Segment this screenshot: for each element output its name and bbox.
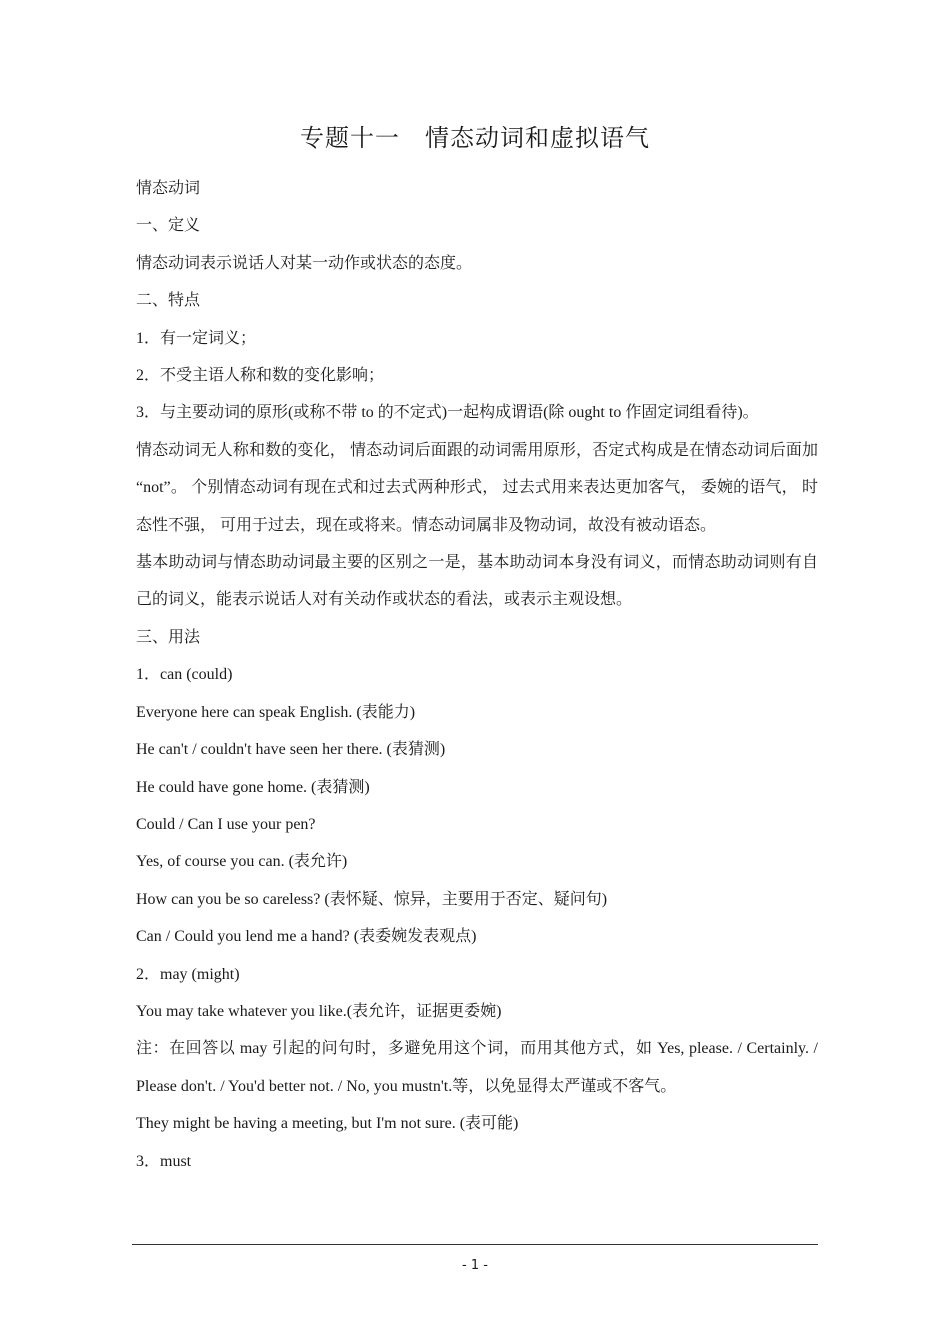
list-item: 3．与主要动词的原形(或称不带 to 的不定式)一起构成谓语(除 ought to 作固定词组看待)。	[136, 404, 759, 422]
list-item: 1．can (could)	[136, 666, 233, 684]
example-sentence: He can't / couldn't have seen her there. (表猜测)	[136, 741, 446, 759]
subsection-heading: 三、用法	[136, 628, 201, 646]
example-sentence: How can you be so careless? (表怀疑、惊异，主要用于否定、疑问句)	[136, 890, 608, 908]
list-item: 1．有一定词义；	[136, 329, 257, 347]
example-sentence: Everyone here can speak English. (表能力)	[136, 703, 416, 721]
example-sentence: They might be having a meeting, but I'm not sure. (表可能)	[136, 1115, 519, 1133]
subsection-heading: 一、定义	[136, 217, 201, 235]
example-sentence: Can / Could you lend me a hand? (表委婉发表观点)	[136, 928, 477, 946]
subsection-heading: 二、特点	[136, 292, 201, 310]
section-heading: 情态动词	[136, 180, 201, 197]
example-sentence: Could / Can I use your pen?	[136, 815, 316, 833]
list-item: 2．不受主语人称和数的变化影响；	[136, 367, 385, 385]
paragraph: 情态动词表示说话人对某一动作或状态的态度。	[136, 254, 473, 272]
document-body	[136, 170, 818, 1180]
note-paragraph: 注：在回答以 may 引起的问句时，多避免用这个词，而用其他方式，如 Yes, please. / Certainly. / Please don't. / You'd better not. / No, you mustn't.等，以免显得太严谨或不客气。	[136, 1040, 818, 1095]
list-item: 2．may (might)	[136, 965, 240, 983]
example-sentence: Yes, of course you can. (表允许)	[136, 853, 348, 871]
paragraph: 情态动词无人称和数的变化， 情态动词后面跟的动词需用原形，否定式构成是在情态动词后面加 “not”。 个别情态动词有现在式和过去式两种形式， 过去式用来表达更加客气， 委婉的语气， 时态性不强， 可用于过去，现在或将来。情态动词属非及物动词，故没有被动语态。	[136, 441, 818, 534]
footer-divider	[132, 1244, 818, 1245]
example-sentence: He could have gone home. (表猜测)	[136, 778, 370, 796]
paragraph: 基本助动词与情态助动词最主要的区别之一是，基本助动词本身没有词义，而情态助动词则有自己的词义，能表示说话人对有关动作或状态的看法，或表示主观设想。	[136, 554, 818, 609]
list-item: 3．must	[136, 1152, 192, 1170]
page-title: 专题十一 情态动词和虚拟语气	[300, 126, 650, 152]
page-number: - 1 -	[462, 1258, 488, 1273]
example-sentence: You may take whatever you like.(表允许，证据更委婉)	[136, 1002, 502, 1020]
